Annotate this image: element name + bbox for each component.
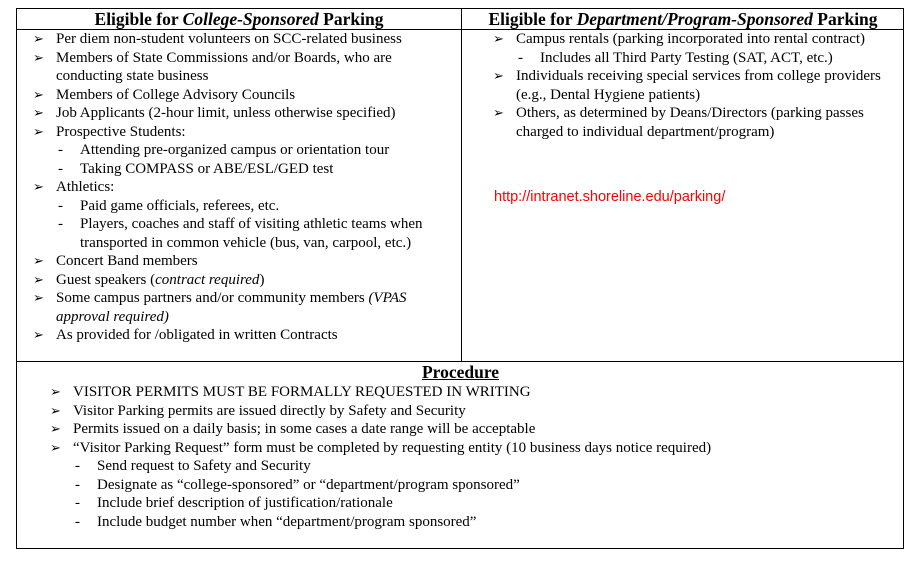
- item-text: As provided for /obligated in written Contracts: [56, 327, 338, 343]
- sub-item-text: Players, coaches and staff of visiting athletic teams when transported in common vehicle (bus, van, carpool, etc.): [80, 216, 423, 251]
- procedure-title-text: Procedure: [421, 362, 500, 382]
- list-item: [17, 104, 457, 123]
- list-item: [17, 271, 457, 290]
- list-item: [17, 86, 457, 105]
- arrow-bullet-icon: ➢: [33, 31, 44, 46]
- list-item: [17, 30, 457, 49]
- arrow-bullet-icon: ➢: [493, 105, 504, 120]
- item-text: Individuals receiving special services from college providers (e.g., Dental Hygiene patients): [516, 68, 881, 103]
- item-text: Members of State Commissions and/or Boards, who are conducting state business: [56, 49, 392, 84]
- header-text: Parking: [812, 9, 878, 29]
- list-item: [460, 104, 900, 141]
- item-text: Job Applicants (2-hour limit, unless otherwise specified): [56, 105, 396, 121]
- item-text: Others, as determined by Deans/Directors (parking passes charged to individual department/program): [516, 105, 864, 140]
- arrow-bullet-icon: ➢: [33, 123, 44, 139]
- header-italic-text: Department/Program-Sponsored: [576, 9, 813, 29]
- header-text: Parking: [318, 9, 384, 29]
- item-text: Visitor Parking permits are issued directly by Safety and Security: [73, 402, 466, 419]
- item-text: Permits issued on a daily basis; in some cases a date range will be acceptable: [73, 421, 536, 437]
- dash-bullet-icon: -: [75, 495, 80, 511]
- list-item: [17, 420, 897, 439]
- header-italic-text: College-Sponsored: [182, 9, 319, 29]
- arrow-bullet-icon: ➢: [50, 384, 61, 399]
- dash-bullet-icon: -: [58, 216, 63, 232]
- item-text: Prospective Students:: [56, 123, 186, 140]
- list-item: [17, 252, 457, 271]
- list-item: [17, 439, 897, 458]
- sub-item: [460, 49, 900, 68]
- dash-bullet-icon: -: [75, 458, 80, 474]
- item-text: Guest speakers (: [56, 271, 156, 288]
- item-text: Athletics:: [56, 179, 115, 195]
- parking-url-link[interactable]: http://intranet.shoreline.edu/parking/: [494, 189, 726, 205]
- list-item: [17, 49, 457, 86]
- left-column-header: [17, 9, 461, 30]
- item-text: Members of College Advisory Councils: [56, 86, 296, 103]
- arrow-bullet-icon: ➢: [33, 49, 44, 65]
- sub-item-text: Include brief description of justification/rationale: [97, 495, 393, 511]
- sub-item-text: Includes all Third Party Testing (SAT, ACT, etc.): [540, 49, 833, 66]
- sub-item: [17, 141, 457, 160]
- arrow-bullet-icon: ➢: [33, 253, 44, 268]
- sub-item-text: Include budget number when “department/program sponsored”: [97, 513, 477, 530]
- sub-item: [17, 457, 897, 476]
- item-text: Concert Band members: [56, 253, 198, 269]
- arrow-bullet-icon: ➢: [50, 439, 61, 455]
- arrow-bullet-icon: ➢: [33, 271, 44, 287]
- sub-item-text: Paid game officials, referees, etc.: [80, 197, 280, 214]
- right-column-header: [462, 9, 904, 30]
- list-item: [17, 123, 457, 142]
- arrow-bullet-icon: ➢: [33, 290, 44, 305]
- arrow-bullet-icon: ➢: [50, 421, 61, 436]
- item-text: “Visitor Parking Request” form must be completed by requesting entity (10 business days notice required): [73, 439, 712, 456]
- sub-item: [17, 160, 457, 179]
- sub-item: [17, 513, 897, 532]
- dash-bullet-icon: -: [58, 160, 63, 177]
- dash-bullet-icon: -: [518, 49, 523, 66]
- department-sponsored-list: [460, 30, 900, 141]
- list-item: [17, 383, 897, 402]
- item-text: VISITOR PERMITS MUST BE FORMALLY REQUESTED IN WRITING: [73, 384, 531, 400]
- item-italic-text: (VPAS approval required): [56, 290, 407, 325]
- sub-item: [17, 476, 897, 495]
- dash-bullet-icon: -: [58, 197, 63, 214]
- sub-item: [17, 197, 457, 216]
- procedure-title: [17, 362, 904, 383]
- arrow-bullet-icon: ➢: [50, 402, 61, 418]
- sub-item: [17, 215, 457, 252]
- sub-item-text: Taking COMPASS or ABE/ESL/GED test: [80, 160, 334, 177]
- arrow-bullet-icon: ➢: [33, 86, 44, 102]
- item-text: Per diem non-student volunteers on SCC-related business: [56, 31, 402, 47]
- list-item: [460, 67, 900, 104]
- sub-item-text: Attending pre-organized campus or orientation tour: [80, 142, 390, 158]
- item-text: Campus rentals (parking incorporated into rental contract): [516, 31, 866, 47]
- arrow-bullet-icon: ➢: [33, 105, 44, 120]
- item-text: Some campus partners and/or community members: [56, 290, 369, 306]
- arrow-bullet-icon: ➢: [33, 179, 44, 194]
- college-sponsored-list: [17, 30, 457, 345]
- dash-bullet-icon: -: [58, 142, 63, 158]
- list-item: [460, 30, 900, 49]
- sub-item-text: Designate as “college-sponsored” or “department/program sponsored”: [97, 476, 520, 493]
- procedure-list: [17, 383, 897, 531]
- sub-item-text: Send request to Safety and Security: [97, 458, 311, 474]
- item-text: ): [259, 271, 265, 288]
- dash-bullet-icon: -: [75, 513, 80, 530]
- header-text: Eligible for: [94, 9, 183, 29]
- sub-item: [17, 494, 897, 513]
- list-item: [17, 178, 457, 197]
- arrow-bullet-icon: ➢: [33, 327, 44, 342]
- arrow-bullet-icon: ➢: [493, 31, 504, 46]
- item-italic-text: contract required: [155, 271, 260, 288]
- list-item: [17, 402, 897, 421]
- list-item: [17, 289, 457, 326]
- header-text: Eligible for: [488, 9, 577, 29]
- list-item: [17, 326, 457, 345]
- arrow-bullet-icon: ➢: [493, 68, 504, 83]
- dash-bullet-icon: -: [75, 476, 80, 493]
